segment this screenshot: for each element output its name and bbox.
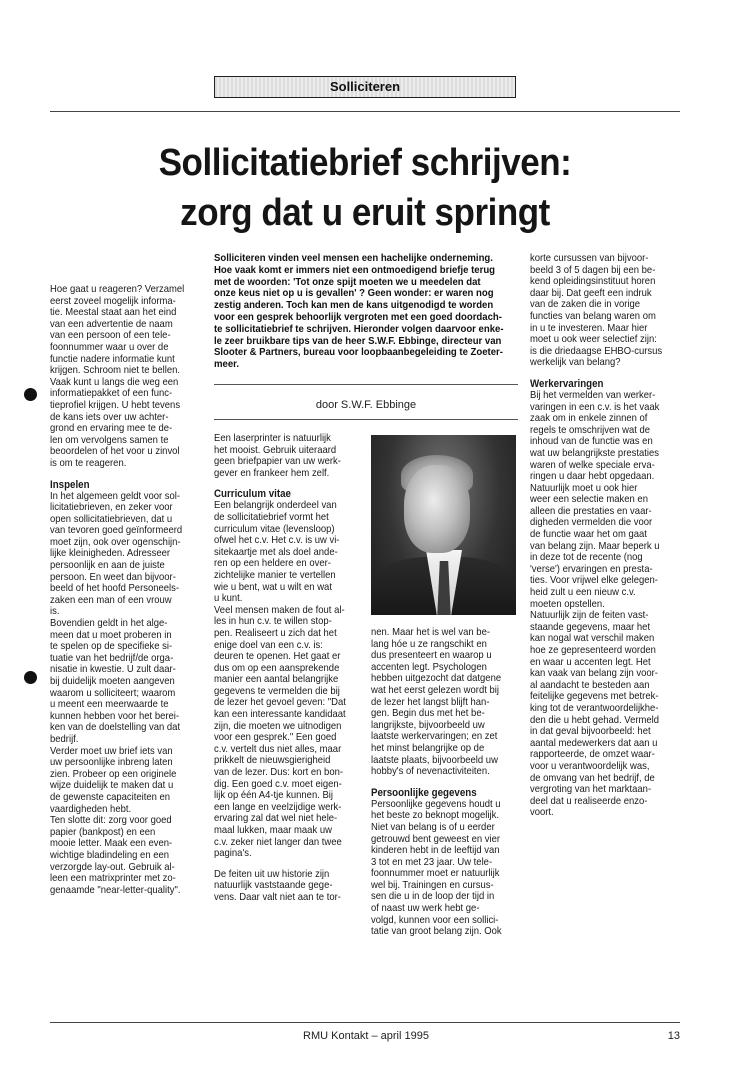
text-line: hobby's of nevenactiviteiten. — [371, 766, 490, 778]
text-line: tuatie van het bedrijf/de orga- — [50, 652, 174, 664]
text-line: dus om op een aansprekende — [214, 662, 340, 674]
text-line: beeld of het hoofd Personeels- — [50, 583, 180, 595]
byline: door S.W.F. Ebbinge — [315, 399, 417, 411]
author-portrait-photo — [371, 435, 516, 615]
text-line: De feiten uit uw historie zijn — [214, 868, 330, 880]
text-line: laatste werkervaringen; en zet — [371, 731, 498, 743]
text-line: Bovendien geldt in het alge- — [50, 618, 168, 630]
text-line: van de lezer. Dus: kort en bon- — [214, 767, 344, 779]
text-line: de sollicitatiebrief vormt het — [214, 511, 329, 523]
text-line: open sollicitatiebrieven, dat u — [50, 513, 173, 525]
text-line: de lezer het gevoel geven: "Dat — [214, 697, 346, 709]
text-line: staande gegevens, maar het — [530, 621, 651, 633]
text-line: u kunt. — [214, 593, 243, 605]
text-line: Verder moet uw brief iets van — [50, 745, 173, 757]
text-line: verzorgde lay-out. Gebruik al- — [50, 861, 175, 873]
intro-line: onze keus niet op u is gevallen' ? Geen wonder: er waren nog — [214, 288, 494, 300]
text-line: king tot de verantwoordelijkhe- — [530, 702, 659, 714]
intro-line: Solliciteren vinden veel mensen een hachelijke onderneming. — [214, 253, 493, 264]
text-line: weer een selectie maken en — [530, 494, 648, 506]
text-line: hoe ze gepresenteerd worden — [530, 645, 656, 656]
text-line: pagina's. — [214, 848, 252, 860]
text-line: vens. Daar valt niet aan te tor- — [214, 891, 341, 903]
text-line: de omvang van het bedrijf, de — [530, 772, 655, 784]
text-line: Natuurlijk moet u ook hier — [530, 482, 638, 494]
text-line: het beste zo beknopt mogelijk. — [371, 810, 499, 822]
text-line: mooie letter. Maak een even- — [50, 838, 173, 850]
text-line: in u te investeren. Maar hier — [530, 322, 648, 334]
text-line: alleen die prestaties en vaar- — [530, 505, 652, 517]
subheading-persoonlijke-gegevens: Persoonlijke gegevens — [371, 786, 477, 799]
intro-line: Hoe vaak komt er immers niet een ontmoedigend briefje terug — [214, 264, 496, 276]
text-line: nisatie in kwestie. U zult daar- — [50, 664, 176, 676]
column-1 — [50, 284, 202, 896]
bullet-dot — [24, 388, 37, 401]
text-line: van belang zijn. Maar beperk u — [530, 540, 660, 552]
text-line: het minst belangrijke op de — [371, 742, 485, 754]
page-number: 13 — [667, 1030, 680, 1042]
text-line: papier (bankpost) en een — [50, 826, 156, 838]
text-line: Niet van belang is of u eerder — [371, 821, 495, 833]
text-line: van tevoren goed geïnformeerd — [50, 525, 183, 537]
text-line: 3 tot en met 23 jaar. Uw tele- — [371, 856, 493, 868]
column-2 — [214, 433, 366, 904]
text-line: Bij het vermelden van werker- — [530, 389, 656, 401]
text-line: korte cursussen van bijvoor- — [530, 253, 649, 264]
byline-rule — [214, 384, 518, 385]
text-line: volgd, kunnen voor een sollici- — [371, 914, 499, 926]
text-line: voor een gesprek." Een goed — [214, 732, 337, 744]
text-line: maal lukken, maar maak uw — [214, 825, 332, 836]
text-line: tie. Meestal staat aan het eind — [50, 307, 177, 319]
text-line: aantal medewerkers dat aan u — [530, 737, 658, 749]
text-line: kan een interessante kandidaat — [214, 709, 346, 721]
text-line: heid zult u een nieuw c.v. — [530, 587, 636, 599]
text-line: vergroting van het marktaan- — [530, 784, 652, 796]
text-line: ken van de doelstelling van dat — [50, 722, 181, 734]
text-line: de lezer het langst blijft han- — [371, 696, 490, 708]
text-line: daar bij. Dat geeft een indruk — [530, 287, 652, 299]
text-line: inhoud van de functie was en — [530, 436, 653, 448]
text-line: het mooist. Gebruik uiteraard — [214, 444, 337, 456]
text-line: nen. Maar het is wel van be- — [371, 627, 491, 638]
text-line: al aandacht te besteden aan — [530, 679, 650, 691]
text-line: lijk op één A4-tje kunnen. Bij — [214, 790, 334, 802]
text-line: bedrijf. — [50, 733, 79, 745]
text-line: leen een matrixprinter met zo- — [50, 873, 176, 885]
text-line: len om vervolgens samen te — [50, 434, 169, 446]
text-line: licitatiebrieven, en zeker voor — [50, 502, 173, 514]
intro-line: meer. — [214, 359, 239, 371]
text-line: Een belangrijk onderdeel van — [214, 500, 337, 512]
text-line: zichtelijke manier te vertellen — [214, 569, 336, 581]
text-line: sitekaartje met als doel ande- — [214, 546, 338, 558]
column-3 — [371, 627, 523, 938]
text-line: krijgen. Schroom niet te bellen. — [50, 365, 181, 377]
text-line: curriculum vitae (levensloop) — [214, 523, 335, 535]
text-line: kend opleidingsinstituut horen — [530, 276, 656, 288]
text-line: ringen u daar hebt opgedaan. — [530, 471, 655, 483]
text-line: bij duidelijk moeten aangeven — [50, 676, 175, 687]
text-line: u meent een meerwaarde te — [50, 699, 169, 711]
intro-paragraph — [214, 253, 508, 371]
text-line: informatiepakket of een func- — [50, 388, 173, 400]
text-line: beeld 3 of 5 dagen bij een be- — [530, 264, 656, 276]
text-line: beoordelen of het voor u zinvol — [50, 446, 180, 458]
text-line: moet zijn, ook over ogenschijn- — [50, 536, 181, 548]
text-line: pen. Realiseert u zich dat het — [214, 627, 337, 639]
text-line: ties. Voor vrijwel elke gelegen- — [530, 575, 658, 587]
text-line: langrijkste, bijvoorbeeld uw — [371, 719, 485, 731]
text-line: les in hun c.v. te willen stop- — [214, 616, 332, 628]
text-line: zijn, die moeten we uitnodigen — [214, 720, 342, 732]
headline-line-2: zorg dat u eruit springt — [180, 192, 550, 234]
text-line: accenten legt. Psychologen — [371, 661, 487, 673]
text-line: 'verse') ervaringen en presta- — [530, 563, 653, 575]
text-line: enige doel van een c.v. is: — [214, 639, 323, 651]
text-line: of naast uw werk hebt ge- — [371, 903, 480, 915]
text-line: gen. Begin dus met het be- — [371, 708, 485, 720]
text-line: wie u bent, wat u wilt en wat — [214, 581, 332, 593]
text-line: foonnummer waar u over de — [50, 341, 169, 353]
text-line: de gewenste capaciteiten en — [50, 791, 171, 803]
text-line: lang hóe u ze rangschikt en — [371, 638, 487, 650]
headline-line-1: Sollicitatiebrief schrijven: — [158, 142, 572, 184]
subheading-curriculum-vitae: Curriculum vitae — [214, 488, 291, 501]
text-line: een lange en veelzijdige werk- — [214, 801, 342, 813]
text-line: de kans iets over uw achter- — [50, 411, 169, 423]
byline-rule — [214, 419, 518, 420]
text-line: sen die u in de loop der tijd in — [371, 891, 495, 903]
text-line: Veel mensen maken de fout al- — [214, 604, 345, 616]
text-line: gegevens te vermelden die bij — [214, 685, 340, 697]
text-line: deuren te openen. Het gaat er — [214, 651, 341, 663]
text-line: waarom u solliciteert; waarom — [50, 687, 176, 699]
text-line: grond en ervaring mee te de- — [50, 423, 173, 435]
text-line: ofwel het c.v. Het c.v. is uw vi- — [214, 535, 340, 547]
text-line: uw persoonlijke inbreng laten — [50, 757, 173, 769]
subheading-inspelen: Inspelen — [50, 478, 90, 491]
text-line: foonnummer moet er natuurlijk — [371, 868, 500, 880]
text-line: den die u hebt gehad. Vermeld — [530, 714, 660, 726]
column-4 — [530, 253, 682, 819]
text-line: deel dat u realiseerde enzo- — [530, 795, 648, 807]
text-line: genaamde "near-letter-quality". — [50, 884, 181, 896]
text-line: in deze tot de recente (nog — [530, 552, 643, 564]
intro-line: voor een gesprek behoorlijk vergroten met een goed doordach- — [214, 311, 502, 323]
intro-line: Slooter & Partners, bureau voor loopbaanbegeleiding te Zoeter- — [214, 347, 503, 359]
text-line: tatie van groot belang zijn. Ook — [371, 926, 502, 938]
text-line: feitelijke gegevens met betrek- — [530, 691, 659, 703]
text-line: van de zaken die in vorige — [530, 299, 641, 311]
text-line: meen dat u moet proberen in — [50, 629, 172, 641]
text-line: Ten slotte dit: zorg voor goed — [50, 815, 172, 827]
text-line: de functie waar het om gaat — [530, 529, 647, 541]
text-line: wat het eerst gelezen wordt bij — [371, 684, 499, 696]
text-line: is. — [50, 606, 60, 618]
text-line: moet u ook weer selectief zijn: — [530, 334, 657, 346]
text-line: zien. Probeer op een originele — [50, 768, 177, 780]
text-line: geen briefpapier van uw werk- — [214, 456, 341, 468]
text-line: voor u verantwoordelijk was, — [530, 760, 650, 772]
text-line: is om te reageren. — [50, 457, 127, 469]
text-line: functies van belang waren om — [530, 310, 656, 322]
text-line: kunnen hebben voor het berei- — [50, 710, 180, 722]
text-line: prikkelt de nieuwsgierigheid — [214, 755, 331, 767]
intro-line: te sollicitatiebrief te schrijven. Hieronder volgen daarvoor enke- — [214, 323, 504, 335]
text-line: lijke kleinigheden. Adresseer — [50, 548, 171, 560]
text-line: is die driedaagse EHBO-cursus — [530, 345, 663, 357]
text-line: zaken een man of een vrouw — [50, 594, 172, 606]
text-line: wichtige bladindeling en een — [50, 849, 170, 861]
text-line: Persoonlijke gegevens houdt u — [371, 798, 501, 810]
text-line: Hoe gaat u reageren? Verzamel — [50, 284, 185, 295]
text-line: werkelijk van belang? — [530, 357, 621, 369]
footer-publication: RMU Kontakt – april 1995 — [303, 1030, 429, 1042]
section-label: Solliciteren — [214, 76, 516, 98]
text-line: wel bij. Trainingen en cursus- — [371, 879, 494, 891]
text-line: zaak om in enkele zinnen of — [530, 413, 648, 425]
text-line: van een advertentie de naam — [50, 318, 173, 330]
text-line: In het algemeen geldt voor sol- — [50, 490, 181, 502]
text-line: kinderen hebt in de leeftijd van — [371, 845, 500, 857]
text-line: Een laserprinter is natuurlijk — [214, 433, 331, 444]
text-line: varingen in een c.v. is het vaak — [530, 401, 660, 413]
text-line: getrouwd bent geweest en vier — [371, 833, 501, 845]
text-line: natuurlijk vaststaande gege- — [214, 880, 333, 892]
text-line: en waar u accenten legt. Het — [530, 656, 651, 668]
text-line: Natuurlijk zijn de feiten vast- — [530, 610, 649, 622]
bullet-dot — [24, 671, 37, 684]
text-line: wijze duidelijk te maken dat u — [50, 780, 174, 792]
text-line: tieprofiel krijgen. U hebt tevens — [50, 399, 181, 411]
text-line: vaardigheden hebt. — [50, 803, 132, 815]
text-line: kan nogal wat verschil maken — [530, 633, 655, 645]
text-line: dig. Een goed c.v. moet eigen- — [214, 778, 342, 790]
section-rule — [50, 111, 680, 112]
text-line: digheden vermelden die voor — [530, 517, 653, 529]
text-line: c.v. vertelt dus niet alles, maar — [214, 743, 342, 755]
footer-rule — [50, 1022, 680, 1023]
text-line: Vaak kunt u langs die weg een — [50, 376, 179, 388]
intro-line: met de woorden: 'Tot onze spijt moeten we u meedelen dat — [214, 276, 481, 288]
subheading-werkervaringen: Werkervaringen — [530, 377, 604, 390]
text-line: c.v. zeker niet langer dan twee — [214, 836, 342, 848]
text-line: regels te omschrijven wat de — [530, 424, 651, 436]
text-line: eerst zoveel mogelijk informa- — [50, 295, 176, 307]
text-line: gever en frankeer hem zelf. — [214, 467, 330, 479]
text-line: persoon. En weet dan bijvoor- — [50, 571, 176, 583]
text-line: manier een aantal belangrijke — [214, 674, 339, 686]
text-line: voort. — [530, 807, 554, 819]
text-line: ren op een heldere en over- — [214, 558, 331, 570]
text-line: persoonlijk en aan de juiste — [50, 560, 165, 572]
text-line: moeten opstellen. — [530, 598, 605, 610]
text-line: laatste plaats, bijvoorbeeld uw — [371, 754, 498, 766]
text-line: in dat geval bijvoorbeeld: het — [530, 726, 651, 738]
headline — [75, 138, 655, 238]
intro-line: le zeer bruikbare tips van de heer S.W.F. Ebbinge, directeur van — [214, 335, 502, 347]
intro-line: zestig anderen. Toch kan men de kans uitgenodigd te worden — [214, 300, 494, 312]
text-line: van een persoon of een tele- — [50, 330, 171, 342]
text-line: dus presenteert en waarop u — [371, 650, 492, 662]
text-line: hebben uitgezocht dat datgene — [371, 673, 502, 685]
text-line: ervaring zal dat wel niet hele- — [214, 813, 338, 825]
text-line: te spelen op de specifieke si- — [50, 641, 173, 653]
text-line: wat uw belangrijkste prestaties — [530, 447, 660, 459]
text-line: functie nadere informatie kunt — [50, 353, 175, 365]
text-line: rapporteerde, de omzet waar- — [530, 749, 655, 761]
text-line: waren of welke speciale erva- — [530, 459, 655, 471]
text-line: kan vaak van belang zijn voor- — [530, 668, 658, 680]
